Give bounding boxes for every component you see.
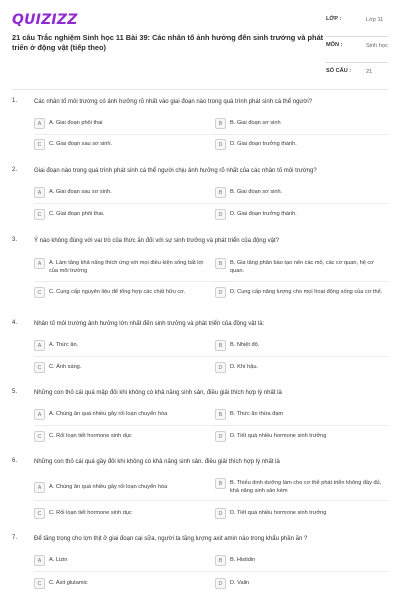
question-text: Những con thỏ cái quá gầy đôi khi không có khả năng sinh sản. điều giải thích hợp lý nhất là <box>34 459 280 465</box>
divider <box>34 203 388 204</box>
divider <box>34 571 388 572</box>
meta-count-value: 21 <box>366 69 373 75</box>
option-text: B. Nhiệt độ. <box>230 342 260 348</box>
option-text: A. Giai đoạn sau sơ sinh. <box>49 189 112 195</box>
option-text: C. Rối loạn tiết hormone sinh dục <box>49 510 132 516</box>
option-text: A. Chúng ăn quá nhiều gây rối loạn chuyển hóa <box>49 484 168 490</box>
option-letter-box: A <box>34 187 45 198</box>
option-letter-box: C <box>34 287 45 298</box>
question-number: 4. <box>12 320 18 326</box>
question-number: 5. <box>12 389 18 395</box>
question-number: 1. <box>12 98 18 104</box>
question-text: Các nhân tố môi trường có ảnh hưởng rõ nhất vào giai đoạn nào trong quá trình phát sinh cá thể người? <box>34 99 313 105</box>
option-text: B. Histidin <box>230 557 256 563</box>
option-text: B. Gia tăng phân bào tạo nên các mô, các cơ quan, hệ cơ quan. <box>230 260 374 274</box>
meta-class-value: Lớp 11 <box>366 17 384 23</box>
divider <box>34 281 388 282</box>
option-letter-box: C <box>34 431 45 442</box>
option-letter-box: B <box>215 258 226 269</box>
question-text: Để tăng trọng cho lợn thịt ở giai đoạn cai sữa, người ta tăng lượng axit amin nào trong khẩu phần ăn ? <box>34 536 308 542</box>
option-letter-box: C <box>34 362 45 373</box>
option-text: A. Làm tăng khả năng thích ứng với mọi điều kiện sống bất lợi của môi trường <box>49 260 204 274</box>
option-letter-box: D <box>215 508 226 519</box>
question-number: 2. <box>12 167 18 173</box>
option-letter-box: C <box>34 578 45 589</box>
meta-count-label: SỐ CÂU : <box>326 68 352 74</box>
option-letter-box: C <box>34 209 45 220</box>
divider <box>326 36 388 37</box>
divider <box>34 356 388 357</box>
quizizz-logo: QUIZIZZ <box>12 12 78 28</box>
option-text: C. Cung cấp nguyên liệu để tổng hợp các chất hữu cơ. <box>49 289 186 295</box>
header-divider <box>12 89 388 90</box>
option-text: D. Khí hậu. <box>230 364 258 370</box>
option-text: B. Giai đoạn sơ sinh. <box>230 189 283 195</box>
option-letter-box: B <box>215 187 226 198</box>
option-text: C. Rối loạn tiết hormone sinh dục <box>49 433 132 439</box>
question-text: Nhân tố môi trường ảnh hưởng lớn nhất đến sinh trưởng và phát triển của động vật là: <box>34 321 265 327</box>
option-letter-box: B <box>215 118 226 129</box>
option-letter-box: A <box>34 555 45 566</box>
option-text: C. Ánh sáng. <box>49 364 82 370</box>
worksheet-header <box>12 10 388 86</box>
option-text: B. Giai đoạn sơ sinh <box>230 120 281 126</box>
meta-subject-value: Sinh học <box>366 43 388 49</box>
question-number: 7. <box>12 535 18 541</box>
option-letter-box: A <box>34 482 45 493</box>
option-text: D. Giai đoạn trưởng thành. <box>230 141 297 147</box>
option-text: A. Lizin <box>49 557 68 563</box>
divider <box>34 425 388 426</box>
option-text: D. Cung cấp năng lượng cho mọi hoạt động sống của cơ thể. <box>230 289 383 295</box>
option-text: D. Tiết quá nhiều hormone sinh trưởng <box>230 433 327 439</box>
option-letter-box: D <box>215 209 226 220</box>
option-text: C. Giai đoạn sau sơ sinh. <box>49 141 113 147</box>
question-1 <box>12 98 388 158</box>
option-letter-box: C <box>34 139 45 150</box>
divider <box>326 62 388 63</box>
question-text: Những con thỏ cái quá mập đôi khi không có khả năng sinh sản, điều giải thích hợp lý nhất là <box>34 390 282 396</box>
option-letter-box: D <box>215 139 226 150</box>
question-7 <box>12 535 388 597</box>
option-text: D. Giai đoạn trưởng thành. <box>230 211 297 217</box>
question-3 <box>12 237 388 309</box>
option-letter-box: A <box>34 258 45 269</box>
option-letter-box: A <box>34 340 45 351</box>
question-text: Ý nào không đúng với vai trò của thức ăn đối với sự sinh trưởng và phát triển của động vật? <box>34 238 279 244</box>
option-letter-box: D <box>215 431 226 442</box>
option-letter-box: B <box>215 409 226 420</box>
option-letter-box: D <box>215 287 226 298</box>
meta-class-label: LỚP : <box>326 16 342 22</box>
option-text: C. Axit glutamic <box>49 580 88 586</box>
divider <box>34 500 388 501</box>
question-2 <box>12 167 388 227</box>
question-6 <box>12 458 388 524</box>
meta-subject-label: MÔN : <box>326 42 343 48</box>
divider <box>34 134 388 135</box>
option-letter-box: B <box>215 340 226 351</box>
option-letter-box: C <box>34 508 45 519</box>
option-letter-box: A <box>34 409 45 420</box>
option-letter-box: D <box>215 362 226 373</box>
option-letter-box: B <box>215 478 226 489</box>
option-text: A. Chúng ăn quá nhiều gây rối loạn chuyển hóa <box>49 411 168 417</box>
question-5 <box>12 389 388 449</box>
option-text: D. Tiết quá nhiều hormone sinh trưởng <box>230 510 327 516</box>
option-letter-box: B <box>215 555 226 566</box>
option-text: D. Valin <box>230 580 250 586</box>
option-text: A. Giai đoạn phôi thai <box>49 120 103 126</box>
option-text: B. Thức ăn thừa đạm <box>230 411 284 417</box>
question-4 <box>12 320 388 380</box>
option-text: A. Thức ăn. <box>49 342 79 348</box>
option-letter-box: D <box>215 578 226 589</box>
option-letter-box: A <box>34 118 45 129</box>
question-text: Giai đoạn nào trong quá trình phát sinh cá thể người chịu ảnh hưởng rõ nhất của các nhân tố môi trường? <box>34 168 317 174</box>
option-text: B. Thiếu dinh dưỡng làm cho cơ thể phát triển không đầy đủ, khả năng sinh sản kém <box>230 480 382 494</box>
option-text: C. Giai đoạn phôi thai. <box>49 211 105 217</box>
page-title: 21 câu Trắc nghiệm Sinh học 11 Bài 39: Các nhân tố ảnh hưởng đến sinh trưởng và phát triển ở động vật (tiếp theo) <box>12 33 324 52</box>
question-number: 6. <box>12 458 18 464</box>
question-number: 3. <box>12 237 18 243</box>
